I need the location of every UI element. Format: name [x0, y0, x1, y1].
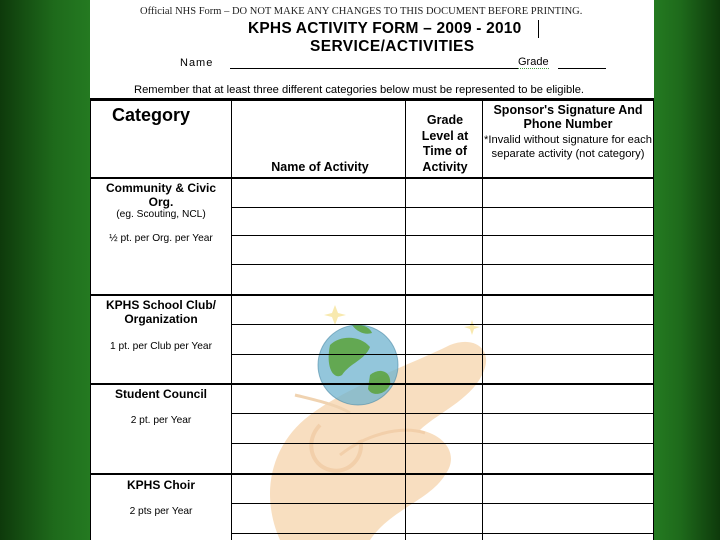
grade-field-line[interactable] — [558, 68, 606, 69]
name-label: Name — [180, 57, 214, 69]
category-student-council-title: Student Council — [115, 387, 207, 401]
row-divider — [231, 264, 654, 265]
name-field-line[interactable] — [230, 68, 512, 69]
category-student-council-points: 2 pt. per Year — [130, 415, 192, 426]
category-community-example: (eg. Scouting, NCL) — [116, 209, 206, 220]
row-divider — [231, 324, 654, 325]
grade-level-column-header: Grade Level at Time of Activity — [421, 113, 469, 174]
section-divider — [90, 473, 654, 475]
category-club-title: KPHS School Club/ Organization — [105, 298, 216, 326]
official-form-notice: Official NHS Form – DO NOT MAKE ANY CHANGES TO THIS DOCUMENT BEFORE PRINTING. — [140, 6, 583, 17]
row-divider — [231, 443, 654, 444]
eligibility-instruction: Remember that at least three different categories below must be represented to be eligible. — [134, 84, 585, 96]
row-divider — [231, 503, 654, 504]
row-divider — [231, 235, 654, 236]
category-choir-points: 2 pts per Year — [129, 506, 193, 517]
text-cursor — [538, 20, 539, 38]
row-divider — [231, 413, 654, 414]
slide-frame-right — [654, 0, 720, 540]
section-divider — [90, 383, 654, 385]
grade-label: Grade — [518, 56, 549, 68]
activity-form-sheet — [90, 0, 654, 540]
form-subtitle: SERVICE/ACTIVITIES — [310, 38, 475, 55]
category-choir-title: KPHS Choir — [126, 478, 195, 492]
row-divider — [231, 533, 654, 534]
category-club-points: 1 pt. per Club per Year — [110, 341, 212, 352]
table-header-divider — [90, 177, 654, 179]
activity-name-column-header: Name of Activity — [271, 160, 369, 174]
category-community-points: ½ pt. per Org. per Year — [109, 233, 213, 244]
sponsor-column-header: Sponsor's Signature And Phone Number — [493, 103, 643, 131]
slide-frame-left — [0, 0, 90, 540]
row-divider — [231, 207, 654, 208]
section-divider — [90, 294, 654, 296]
category-column-header: Category — [112, 105, 191, 125]
category-community-title: Community & Civic Org. — [105, 181, 216, 209]
row-divider — [231, 354, 654, 355]
sponsor-column-note: *Invalid without signature for each separate activity (not category) — [484, 134, 652, 160]
form-title: KPHS ACTIVITY FORM – 2009 - 2010 — [248, 20, 522, 37]
